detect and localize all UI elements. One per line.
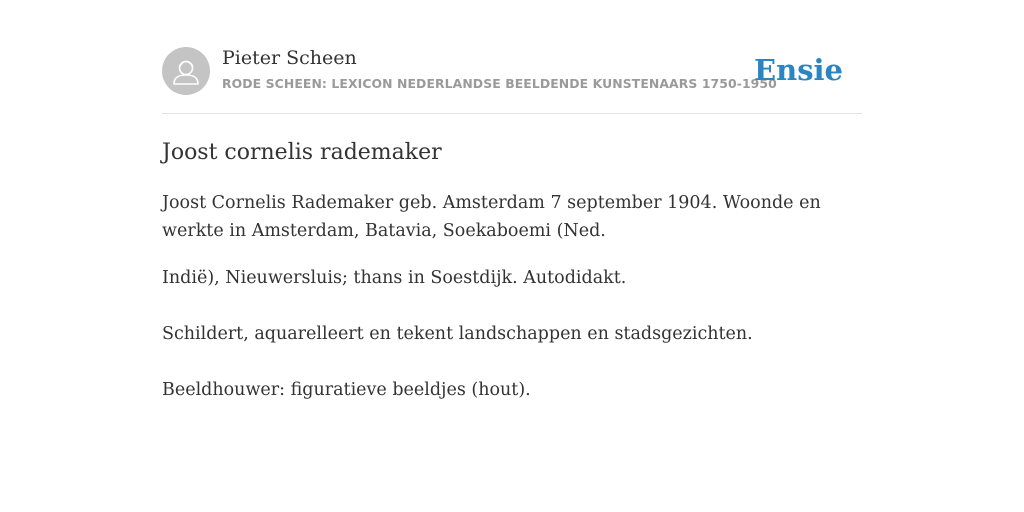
user-icon — [162, 47, 210, 95]
article-body — [162, 189, 862, 404]
article-header — [162, 47, 862, 114]
author-name[interactable]: Pieter Scheen — [222, 47, 357, 69]
paragraph: Joost Cornelis Rademaker geb. Amsterdam 7 september 1904. Woonde en werkte in Amsterdam, Batavia, Soekaboemi (Ned. — [162, 193, 821, 241]
article-title: Joost cornelis rademaker — [162, 140, 442, 165]
paragraph: Schildert, aquarelleert en tekent landschappen en stadsgezichten. — [162, 324, 753, 344]
page — [162, 0, 862, 400]
paragraph: Beeldhouwer: figuratieve beeldjes (hout). — [162, 380, 531, 400]
avatar[interactable] — [162, 47, 210, 95]
ensie-logo[interactable]: Ensie — [754, 53, 843, 87]
source-label[interactable]: RODE SCHEEN: LEXICON NEDERLANDSE BEELDENDE KUNSTENAARS 1750-1950 — [222, 76, 777, 91]
paragraph: Indië), Nieuwersluis; thans in Soestdijk. Autodidakt. — [162, 268, 627, 288]
